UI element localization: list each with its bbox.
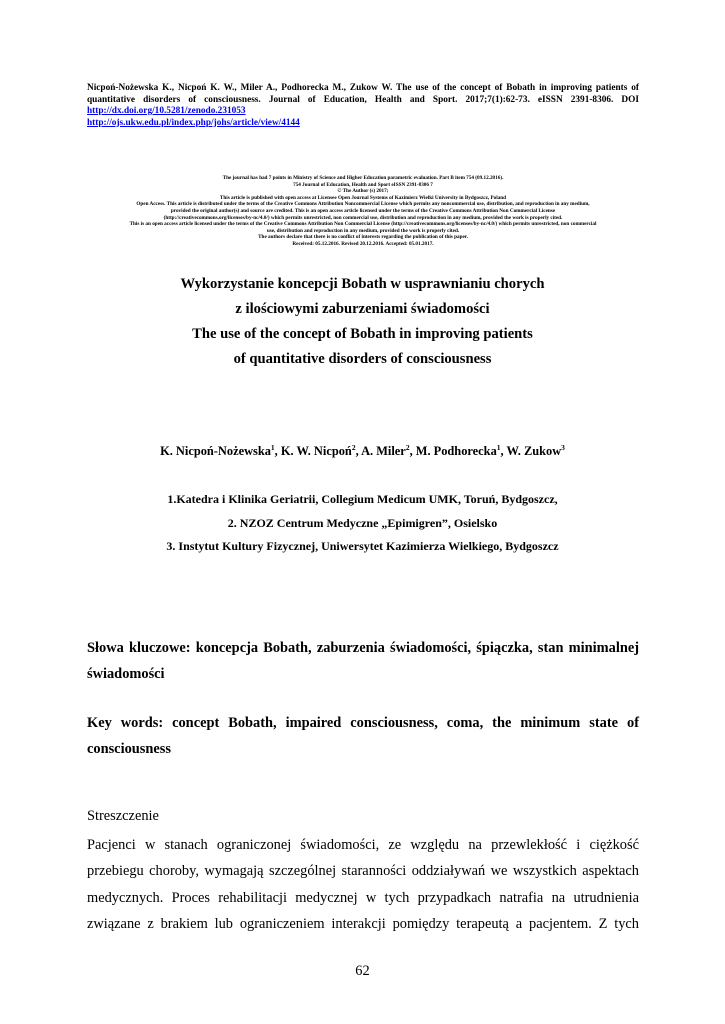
abstract-line: Pacjenci w stanach ograniczonej świadomości, ze względu na przewlekłość i ciężkość [87, 837, 639, 853]
author-name: K. W. Nicpoń [280, 444, 352, 458]
notice-line: Open Access. This article is distributed under the terms of the Creative Commons Attribution Noncommercial License which permits any noncommercial use, distribution, and reproduction in any medium, [136, 201, 590, 208]
keywords-english [87, 710, 639, 762]
keywords-english-line-1: Key words: concept Bobath, impaired consciousness, coma, the minimum state of [87, 715, 639, 731]
author-separator: , [409, 444, 416, 458]
author-affiliation-mark: 3 [561, 443, 565, 452]
keywords-polish-line-2: świadomości [87, 666, 165, 682]
notice-line: The journal has had 7 points in Ministry of Science and Higher Education parametric evaluation. Part B item 754 (09.12.2016). [222, 175, 504, 181]
notice-line: provided the original author(s) and source are credited. This is an open access article licensed under the terms of the Creative Commons Attribution Non Commercial License [170, 207, 556, 214]
notice-line: 754 Journal of Education, Health and Sport eISSN 2391-8306 7 [293, 181, 433, 188]
notice-line: use, distribution and reproduction in any medium, provided the work is properly cited. [266, 227, 460, 234]
notice-line: Received: 05.12.2016. Revised 20.12.2016. Accepted: 05.01.2017. [292, 240, 434, 247]
affiliation-3: 3. Instytut Kultury Fizycznej, Uniwersytet Kazimierza Wielkiego, Bydgoszcz [166, 539, 559, 553]
journal-article-link[interactable]: http://ojs.ukw.edu.pl/index.php/johs/article/view/4144 [87, 117, 300, 128]
author-name: K. Nicpoń-Nożewska [160, 444, 271, 458]
doi-link[interactable]: http://dx.doi.org/10.5281/zenodo.231053 [87, 106, 246, 116]
title-polish-line-1: Wykorzystanie koncepcji Bobath w usprawnianiu chorych [180, 276, 545, 292]
abstract-body [87, 832, 639, 937]
author-name: M. Podhorecka [415, 444, 497, 458]
author-separator: , [274, 444, 281, 458]
author-affiliation-mark: 2 [405, 443, 410, 452]
abstract-line: medycznych. Proces rehabilitacji medycznej w tych przypadkach natrafia na utrudnienia [87, 889, 639, 906]
notice-line: The authors declare that there is no conflict of interests regarding the publication of this paper. [258, 234, 468, 241]
abstract-heading: Streszczenie [87, 808, 159, 824]
author-list [40, 441, 685, 461]
keywords-polish [87, 635, 639, 687]
affiliation-1: 1.Katedra i Klinika Geriatrii, Collegium Medicum UMK, Toruń, Bydgoszcz, [167, 492, 558, 506]
keywords-english-line-2: consciousness [87, 741, 171, 757]
author-affiliation-mark: 1 [496, 443, 501, 452]
author-separator: , [500, 444, 507, 458]
title-english-line-1: The use of the concept of Bobath in improving patients [192, 326, 533, 342]
article-title [60, 272, 665, 372]
notice-line: (http://creativecommons.org/licenses/by-nc/4.0/) which permits unrestricted, non commercial use, distribution and reproduction in any medium, provided the work is properly cited. [163, 214, 563, 221]
notice-line: This article is published with open access at Licensee Open Journal Systems of Kazimierz Wielki University in Bydgoszcz, Poland [219, 194, 507, 201]
abstract-line: przebiegu choroby, wymagają szczególnej staranności oddziaływań we wszystkich aspektach [87, 863, 639, 880]
citation-line-1: Nicpoń-Nożewska K., Nicpoń K. W., Miler A., Podhorecka M., Zukow W. The use of the concept of Bobath in improving patients of [87, 83, 639, 93]
notice-line: © The Author (s) 2017; [337, 188, 389, 195]
notice-line: This is an open access article licensed under the terms of the Creative Commons Attribution Non Commercial License (http://creativecommons.org/licenses/by-nc/4.0/) which permits unrestricted, non commercial [129, 221, 597, 228]
author-name: W. Zukow [506, 444, 562, 458]
license-notice [80, 175, 646, 248]
author-name: A. Miler [361, 444, 406, 458]
affiliation-2: 2. NZOZ Centrum Medyczne „Epimigren”, Osielsko [227, 515, 498, 530]
page-number: 62 [355, 963, 370, 979]
author-affiliation-mark: 1 [270, 443, 275, 452]
citation-line-2: quantitative disorders of consciousness. Journal of Education, Health and Sport. 2017;7(1):62-73. eISSN 2391-8306. DOI [87, 94, 639, 105]
abstract-line: związane z brakiem lub ograniczeniem interakcji pomiędzy terapeutą a pacjentem. Z tych [87, 915, 639, 932]
title-polish-line-2: z ilościowymi zaburzeniami świadomości [235, 301, 490, 317]
keywords-polish-line-1: Słowa kluczowe: koncepcja Bobath, zaburzenia świadomości, śpiączka, stan minimalnej [87, 640, 639, 656]
citation-block [87, 83, 639, 129]
affiliations [60, 488, 665, 559]
author-affiliation-mark: 2 [351, 443, 356, 452]
title-english-line-2: of quantitative disorders of consciousness [233, 351, 492, 367]
author-separator: , [355, 444, 362, 458]
